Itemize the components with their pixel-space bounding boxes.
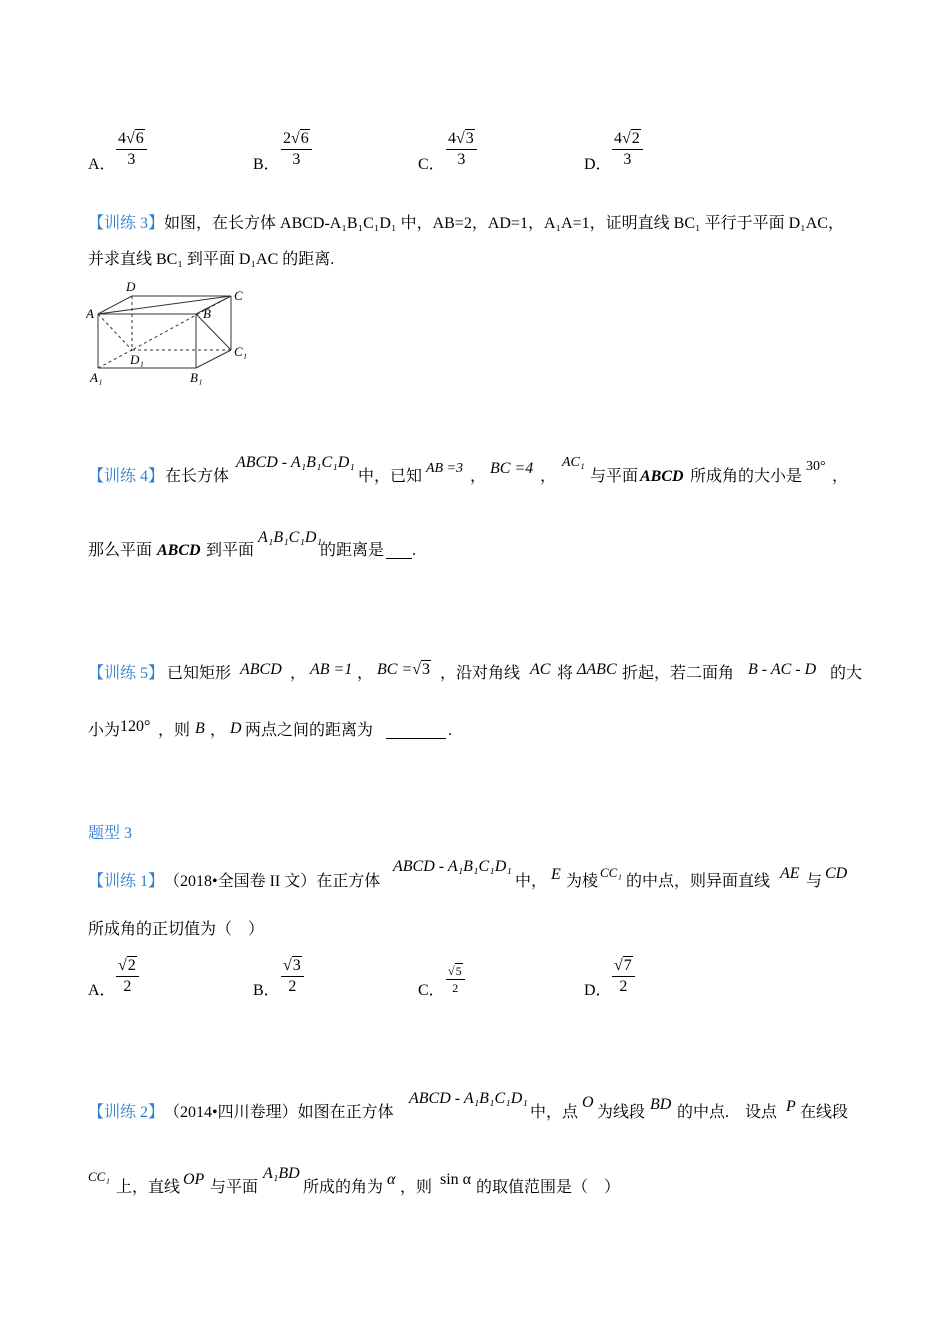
training3-line2: 并求直线 BC₁ 到平面 D₁AC 的距离. bbox=[88, 251, 335, 268]
training4-text2: 中，已知 bbox=[358, 468, 423, 485]
training5-b: B bbox=[195, 720, 205, 737]
training4-answer-blank bbox=[386, 540, 412, 559]
training4-line2-mid: 到平面 bbox=[206, 542, 255, 559]
training5-bc: BC =√3 bbox=[377, 661, 431, 678]
training2-line2-text3: 所成的角为 bbox=[303, 1179, 384, 1196]
training4-comma: ， bbox=[832, 468, 849, 485]
training5-text5: 的大 bbox=[830, 665, 863, 682]
t1-option-c-fraction: $\frac{√5}{2}$ bbox=[446, 964, 465, 995]
cuboid-figure bbox=[86, 278, 256, 388]
option-c-fraction: $\frac{4√3}{3}$ bbox=[446, 130, 477, 169]
training1-cc1: CC₁ bbox=[600, 865, 622, 880]
training1-cube: ABCD - A₁B₁C₁D₁ bbox=[393, 858, 512, 875]
t1-option-c-letter: C． bbox=[418, 982, 445, 999]
training4-tag: 【训练 4】 bbox=[88, 468, 165, 485]
training5-text2: ，沿对角线 bbox=[440, 665, 521, 682]
training5-line2-mid: ，则 bbox=[158, 722, 191, 739]
option-b-letter: B． bbox=[253, 156, 280, 173]
training5-text3: 将 bbox=[557, 665, 574, 682]
training4-ab: AB =3 bbox=[426, 461, 464, 476]
training5-dihedral: B - AC - D bbox=[748, 661, 817, 678]
option-d-fraction: $\frac{4√2}{3}$ bbox=[612, 130, 643, 169]
training2-text3: 的中点. 设点 bbox=[677, 1104, 778, 1121]
training4-line2-plane2: A₁B₁C₁D₁ bbox=[258, 529, 323, 546]
training4-cuboid: ABCD - A₁B₁C₁D₁ bbox=[236, 454, 355, 471]
training3-tag: 【训练 3】 bbox=[88, 215, 165, 232]
label-B: B bbox=[203, 306, 211, 321]
training2-cc1: CC₁ bbox=[88, 1169, 110, 1184]
label-D1: D₁ bbox=[130, 352, 144, 367]
label-B1: B₁ bbox=[190, 370, 203, 385]
label-A1: A₁ bbox=[90, 370, 103, 385]
training1-text4: 与 bbox=[806, 873, 823, 890]
option-b-fraction: $\frac{2√6}{3}$ bbox=[281, 130, 312, 169]
training2-source: （2014•四川卷理）如图在正方体 bbox=[164, 1104, 394, 1121]
training5-text1: 已知矩形 bbox=[167, 665, 232, 682]
training1-ae: AE bbox=[780, 865, 800, 882]
training5-text4: 折起，若二面角 bbox=[622, 665, 735, 682]
training5-d: D bbox=[230, 720, 242, 737]
training4-ac1: AC₁ bbox=[562, 455, 585, 470]
training4-line2-post: 的距离是 bbox=[320, 542, 385, 559]
training5-answer-blank bbox=[386, 720, 446, 739]
training2-sin: sin α bbox=[440, 1171, 472, 1188]
training4-text3: 与平面 bbox=[590, 468, 639, 485]
training1-text1: 中， bbox=[515, 873, 548, 890]
t1-option-b-letter: B． bbox=[253, 982, 280, 999]
training3-text1: 如图，在长方体 ABCD-A₁B₁C₁D₁ 中，AB=2，AD=1，A₁A=1，证明直线 BC₁ 平行于平面 D₁AC， bbox=[164, 215, 844, 232]
training4-plane: ABCD bbox=[640, 468, 684, 485]
option-c-letter: C． bbox=[418, 156, 445, 173]
training4-angle: 30° bbox=[806, 459, 826, 474]
training2-text4: 在线段 bbox=[800, 1104, 849, 1121]
t1-option-d-fraction: $\frac{√7}{2}$ bbox=[612, 957, 635, 996]
training2-alpha: α bbox=[387, 1171, 396, 1188]
training5-line2-post: 两点之间的距离为 bbox=[245, 722, 374, 739]
label-C: C bbox=[234, 288, 243, 303]
training1-cd: CD bbox=[825, 865, 848, 882]
t1-option-a-letter: A． bbox=[88, 982, 116, 999]
training2-o: O bbox=[582, 1094, 594, 1111]
training4-text4: 所成角的大小是 bbox=[690, 468, 803, 485]
t1-option-b-fraction: $\frac{√3}{2}$ bbox=[281, 957, 304, 996]
training3-line1 bbox=[88, 214, 844, 234]
training2-bd: BD bbox=[650, 1096, 672, 1113]
label-C1: C₁ bbox=[234, 344, 248, 359]
training5-angle: 120° bbox=[120, 718, 151, 735]
option-a-letter: A． bbox=[88, 156, 116, 173]
training2-text2: 为线段 bbox=[597, 1104, 646, 1121]
training4-text1: 在长方体 bbox=[165, 468, 230, 485]
training1-text3: 的中点，则异面直线 bbox=[626, 873, 771, 890]
training5-triangle: ΔABC bbox=[577, 661, 617, 678]
training1-text2: 为棱 bbox=[566, 873, 599, 890]
t1-option-a-fraction: $\frac{√2}{2}$ bbox=[116, 957, 139, 996]
training1-source: （2018•全国卷 II 文）在正方体 bbox=[164, 873, 381, 890]
training2-cube: ABCD - A₁B₁C₁D₁ bbox=[409, 1090, 528, 1107]
training2-line2-text1: 上，直线 bbox=[116, 1179, 181, 1196]
training2-tag: 【训练 2】 bbox=[88, 1104, 165, 1121]
training2-line2-text2: 与平面 bbox=[210, 1179, 259, 1196]
training2-plane: A₁BD bbox=[263, 1165, 300, 1182]
training4-bc: BC =4 bbox=[490, 460, 534, 477]
training1-e: E bbox=[551, 866, 561, 883]
training5-tag: 【训练 5】 bbox=[88, 665, 165, 682]
training2-line2-text5: 的取值范围是（ ） bbox=[476, 1179, 621, 1196]
training5-rect: ABCD bbox=[240, 661, 282, 678]
training2-op: OP bbox=[183, 1171, 205, 1188]
t1-option-d-letter: D． bbox=[584, 982, 612, 999]
training1-tag: 【训练 1】 bbox=[88, 873, 165, 890]
training5-ab: AB =1 bbox=[310, 661, 353, 678]
label-A: A bbox=[86, 306, 94, 321]
training5-ac: AC bbox=[530, 661, 551, 678]
training2-line2-text4: ，则 bbox=[400, 1179, 433, 1196]
training2-text1: 中，点 bbox=[530, 1104, 579, 1121]
option-a-fraction: $\frac{4√6}{3}$ bbox=[116, 130, 147, 169]
label-D: D bbox=[126, 279, 136, 294]
training1-line2: 所成角的正切值为（ ） bbox=[88, 921, 265, 938]
training4-line2-pre: 那么平面 bbox=[88, 542, 153, 559]
training4-line2-plane1: ABCD bbox=[157, 542, 201, 559]
training2-p: P bbox=[786, 1098, 796, 1115]
training5-line2-pre: 小为 bbox=[88, 722, 121, 739]
section-title: 题型 3 bbox=[88, 825, 133, 842]
option-d-letter: D． bbox=[584, 156, 612, 173]
